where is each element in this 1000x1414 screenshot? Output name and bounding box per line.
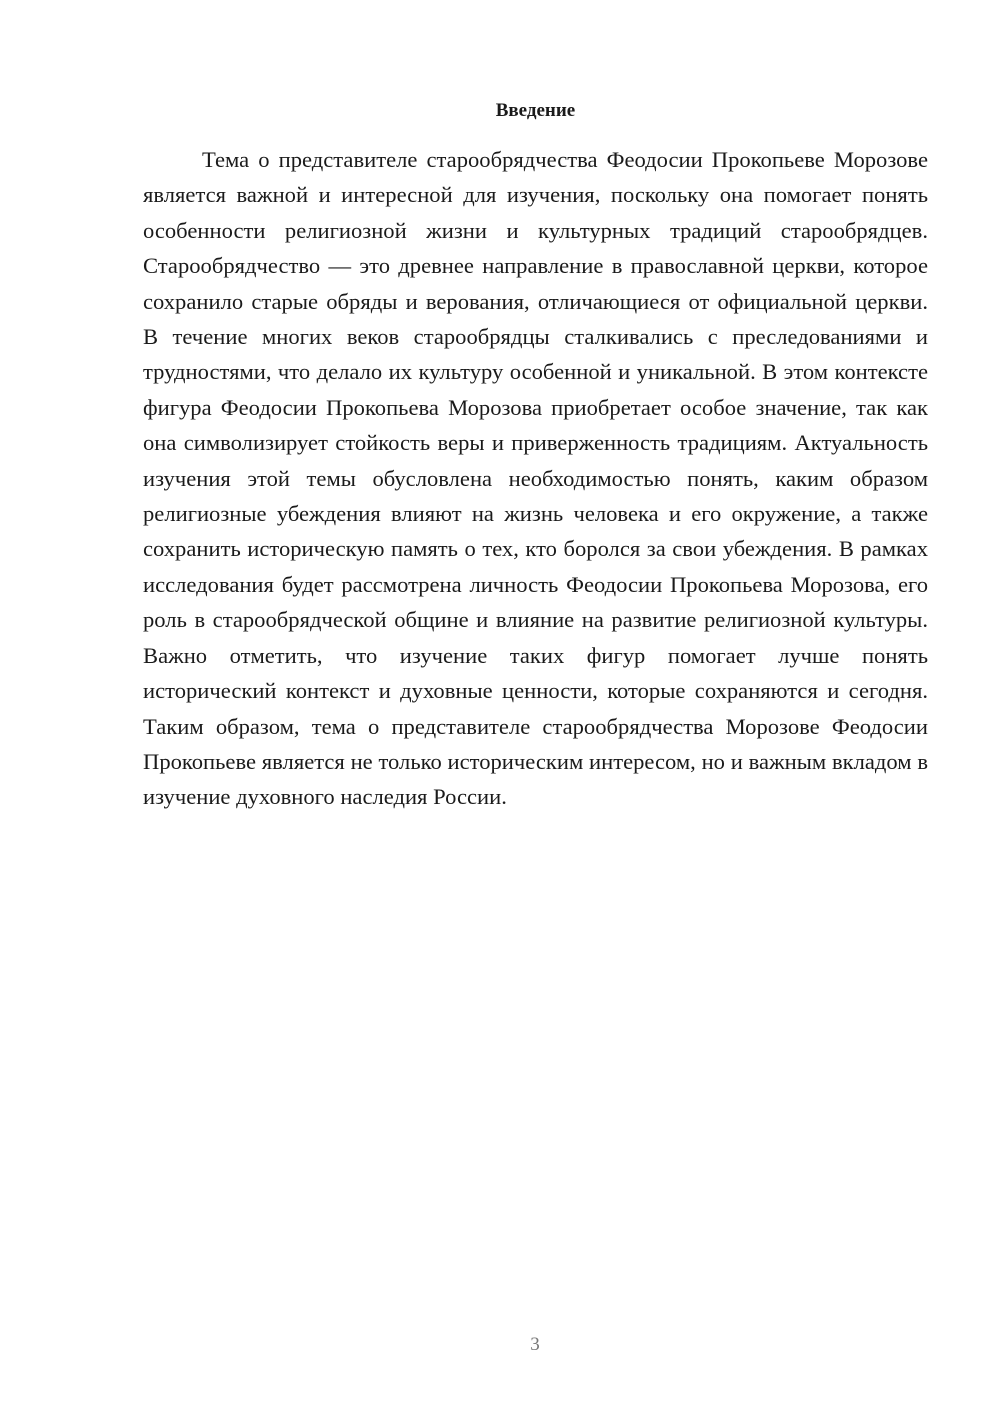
- page-number: 3: [530, 1334, 540, 1355]
- body-paragraph: Тема о представителе старообрядчества Феодосии Прокопьеве Морозове является важной и интересной для изучения, поскольку она помогает понять особенности религиозной жизни и культурных традиций старообрядцев. Старообрядчество — это древнее направление в православной церкви, которое сохранило старые обряды и верования, отличающиеся от официальной церкви. В течение многих веков старообрядцы сталкивались с преследованиями и трудностями, что делало их культуру особенной и уникальной. В этом контексте фигура Феодосии Прокопьева Морозова приобретает особое значение, так как она символизирует стойкость веры и приверженность традициям. Актуальность изучения этой темы обусловлена необходимостью понять, каким образом религиозные убеждения влияют на жизнь человека и его окружение, а также сохранить историческую память о тех, кто боролся за свои убеждения. В рамках исследования будет рассмотрена личность Феодосии Прокопьева Морозова, его роль в старообрядческой общине и влияние на развитие религиозной культуры. Важно отметить, что изучение таких фигур помогает лучше понять исторический контекст и духовные ценности, которые сохраняются и сегодня. Таким образом, тема о представителе старообрядчества Морозове Феодосии Прокопьеве является не только историческим интересом, но и важным вкладом в изучение духовного наследия России.: [143, 147, 928, 810]
- section-heading: Введение: [495, 100, 576, 121]
